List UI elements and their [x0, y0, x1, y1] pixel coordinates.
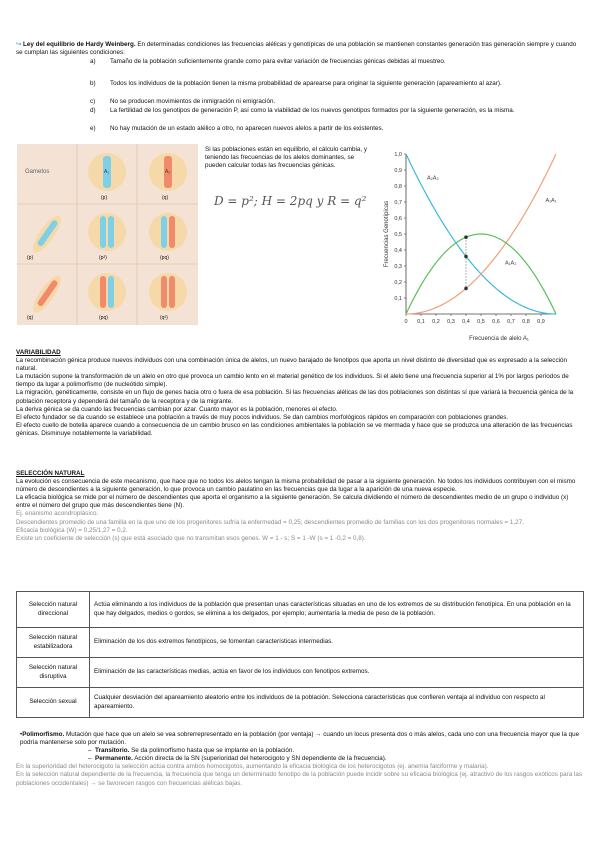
y-tick-label: 0,1	[394, 296, 402, 302]
punnett-figure	[17, 144, 198, 325]
example-line: Eficacia biológica (W) = 0,25/1,27 = 0,2.	[16, 526, 128, 534]
variabilidad-section	[16, 349, 584, 438]
paragraph: La recombinación génica produce nuevos individuos con una combinación única de alelos, un nuevo barajado de fenotipos que aporta un nivel distinto de diversidad que es expresado a la selección natural.	[16, 357, 567, 373]
example-line: Descendientes promedio de una familia en la que uno de los progenitores sufría la enfermedad = 0,25; descendientes promedio de familias con los dos progenitores normales = 1,27.	[16, 518, 524, 526]
y-tick-label: 0,9	[394, 168, 402, 174]
paragraph: En la selección natural dependiente de la frecuencia, la frecuencia que tenga un determinado fenotipo de la población puede incidir sobre su eficacia biológica (ej. atractivo de los rasgos exóticos para las poblaciones occidentales) → se favorecen rasgos con frecuencias alélicas bajas.	[16, 771, 583, 787]
list-item: No hay mutación de un estado alélico a otro, no aparecen nuevos alelos a partir de los existentes.	[110, 125, 384, 132]
paragraph: La eficacia biológica se mide por el número de descendientes que aporta el organismo a la siguiente generación. Se calcula dividiendo el número de descendientes medio de un grupo o individuo (x) entre el número del grupo que más descendientes tiene (N).	[16, 494, 569, 510]
freq-label: (pq)	[99, 315, 108, 321]
list-marker: c)	[90, 98, 96, 105]
table-value: Actúa eliminando a los individuos de la población que presentan unas características situadas en uno de los extremos de su distribución fenotípica. En una población en la que hay delgados, medios o gordos, se elimina a los delgados, por ejemplo; aumentaría la media de peso de la población.	[90, 592, 584, 628]
table-row	[17, 628, 584, 658]
freq-label: (q)	[27, 315, 34, 321]
marker-point	[464, 235, 468, 239]
freq-label: (q²)	[160, 315, 168, 321]
list-item: No se producen movimientos de inmigración ni emigración.	[110, 98, 276, 105]
equilibrium-note: Si las poblaciones están en equilibrio, el cálculo cambia, y teniendo las frecuencias de los alelos dominantes, se pueden calcular todas las frecuencias génicas.	[205, 146, 368, 170]
y-tick-label: 0,8	[394, 184, 402, 190]
freq-label: (q)	[162, 195, 169, 201]
x-tick-label: 0,6	[492, 319, 500, 325]
example-line: Ej. enanismo acondroplásico.	[16, 510, 99, 518]
freq-label: (p)	[27, 255, 34, 261]
hw-intro: ↪ Ley del equilibrio de Hardy Weinberg. En determinadas condiciones las frecuencias alélicas y genotípicas de una población se mantienen constantes generación tras generación siempre y cuando se cumplan las siguientes condiciones:	[16, 41, 577, 57]
freq-label: (pq)	[160, 255, 169, 261]
x-tick-label: 0,4	[462, 319, 470, 325]
list-item: Tamaño de la población suficientemente grande como para evitar variación de frecuencias génicas debidas al muestreo.	[110, 58, 446, 65]
x-tick-label: 0,5	[477, 319, 485, 325]
x-tick-label: 0,8	[522, 319, 530, 325]
allele-label: A₁	[104, 169, 110, 175]
marker-point	[464, 287, 468, 291]
y-tick-label: 0,5	[394, 232, 402, 238]
list-marker: d)	[90, 107, 96, 114]
x-tick-label: 0,9	[537, 319, 545, 325]
series-label: A₁A₂	[505, 260, 517, 267]
x-tick-label: 0,7	[507, 319, 515, 325]
genotype-frequency-chart	[376, 146, 588, 348]
y-tick-label: 0,7	[394, 200, 402, 206]
x-tick-label: 0,3	[447, 319, 455, 325]
y-tick-label: 1,0	[394, 152, 402, 158]
hw-formula: D = p²; H = 2pq y R = q²	[214, 194, 367, 208]
freq-label: (p)	[101, 195, 108, 201]
freq-label: (p²)	[99, 255, 107, 261]
table-row	[17, 688, 584, 718]
paragraph: La mutación supone la transformación de un alelo en otro que provoca un cambio lento en el material genético de los individuos. Si el alelo tiene una frecuencia superior al 1% por largos períodos de tiempo da lugar a polimorfismo (de nucleótido simple).	[16, 373, 569, 389]
y-tick-label: 0,6	[394, 216, 402, 222]
table-key: Selección natural direccional	[17, 592, 90, 628]
arrow-icon: ↪	[16, 41, 22, 48]
y-axis-label: Frecuencias Genotípicas	[384, 200, 390, 268]
list-marker: b)	[90, 80, 96, 87]
paragraph: La migración, genéticamente, consiste en un flujo de genes hacia otro o fuera de esa población. Si las frecuencias alélicas de las dos poblaciones son distintas sí que variará la frecuencia génica de la población receptora y dependerá del tamaño de la receptora y de la migrante.	[16, 389, 574, 405]
y-tick-label: 0,4	[394, 248, 402, 254]
list-marker: a)	[90, 58, 96, 65]
x-tick-label: 0,1	[417, 319, 425, 325]
list-item: Todos los individuos de la población tienen la misma probabilidad de aparearse para originar la siguiente generación (apareamiento al azar).	[110, 80, 502, 87]
list-item: – Transitorio. Se da polimorfismo hasta que se implante en la población.	[88, 747, 295, 755]
paragraph: El efecto cuello de botella aparece cuando a consecuencia de un cambio brusco en las condiciones ambientales la población se ve mermada y hace que se produzca una alteración de las frecuencias génicas. Disminuye notablemente la variabilidad.	[16, 421, 573, 437]
section-heading: VARIABILIDAD	[16, 349, 61, 356]
table-key: Selección natural disruptiva	[17, 658, 90, 688]
series-label: A₂A₂	[427, 175, 439, 182]
punnett-header: Gametos	[25, 169, 50, 175]
table-key: Selección natural estabilizadora	[17, 628, 90, 658]
table-value: Eliminación de los dos extremos fenotípicos, se fomentan características intermedias.	[90, 628, 584, 658]
table-key: Selección sexual	[17, 688, 90, 718]
x-tick-label: 0,2	[432, 319, 440, 325]
table-row	[17, 658, 584, 688]
selection-types-table	[16, 591, 584, 718]
table-value: Eliminación de las características medias, actúa en favor de los individuos con fenotipos extremos.	[90, 658, 584, 688]
allele-label: A₂	[165, 169, 171, 175]
paragraph: La evolución es consecuencia de este mecanismo, que hace que no todos los alelos tengan la misma probabilidad de pasar a la siguiente generación. No todos los individuos contribuyen con el mismo número de descendientes a la siguiente generación, lo que provoca un cambio paulatino en las frecuencias que da lugar a la aparición de una nueva especie.	[16, 478, 576, 494]
y-tick-label: 0,2	[394, 280, 402, 286]
list-marker: e)	[90, 125, 96, 132]
list-item: – Permanente. Acción directa de la SN (superioridad del heterocigoto y SN dependiente de la frecuencia).	[88, 755, 387, 763]
paragraph: •Polimorfismo. Mutación que hace que un alelo se vea sobrerrepresentado en la población (por ventaja) → cuando un locus presenta dos o más alelos, cada uno con una frecuencia mayor que la que podría mantenerse solo por mutación.	[20, 731, 580, 747]
marker-point	[464, 255, 468, 259]
list-item: La fertilidad de los genotipos de generación P, así como la viabilidad de los nuevos genotipos formados por la siguiente generación, es la misma.	[110, 107, 515, 114]
table-value: Cualquier desviación del apareamiento aleatorio entre los individuos de la población. Selecciona características que confieren ventaja al individuo con respecto al apareamiento.	[90, 688, 584, 718]
paragraph: La deriva génica se da cuando las frecuencias cambian por azar. Cuanto mayor es la población, menores el efecto.	[16, 405, 338, 413]
table-row	[17, 592, 584, 628]
x-axis-label: Frecuencia de alelo A₁	[469, 336, 529, 342]
section-heading: SELECCIÓN NATURAL	[16, 470, 85, 477]
polimorfismo-section	[16, 731, 584, 788]
paragraph: El efecto fundador se da cuando se establece una población a través de muy pocos individuos. Se dan cambios morfológicos rápidos en comparación con poblaciones grandes.	[16, 413, 509, 421]
example-line: Existe un coeficiente de selección (s) que está asociado que no transmitan esos genes. W = 1 - s; S = 1 -W (s = 1 -0,2 = 0,8).	[16, 534, 366, 542]
series-label: A₁A₁	[545, 198, 557, 204]
bullet: •	[20, 731, 23, 738]
x-tick-label: 0	[404, 319, 408, 325]
paragraph: En la superioridad del heterocigoto la selección actúa contra ambos homocigotos, aumentando la eficacia biológica de los heterocigotos (ej. anemia falciforme y malaria).	[16, 763, 489, 771]
seleccion-section	[16, 470, 584, 543]
y-tick-label: 0,3	[394, 264, 402, 270]
